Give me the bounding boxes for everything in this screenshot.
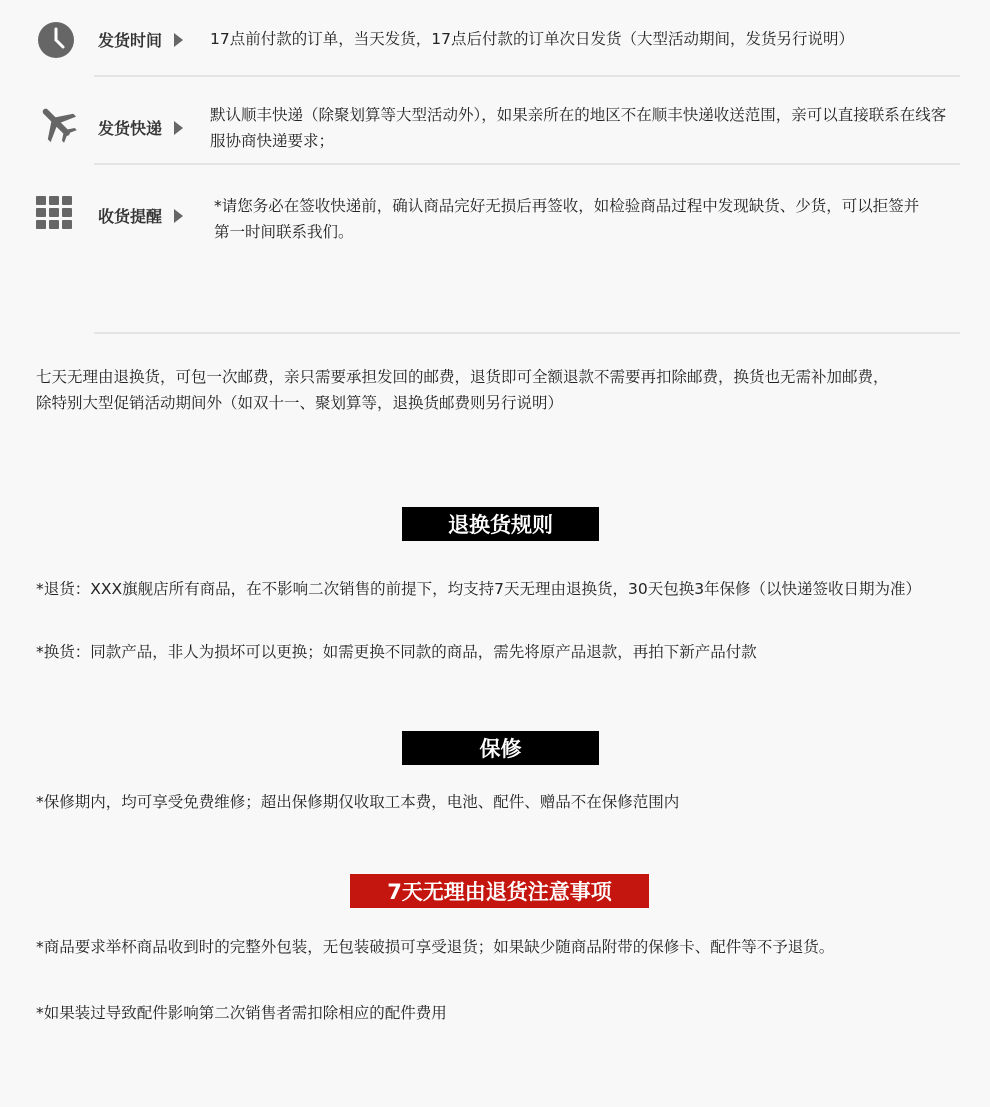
notice-item-1: *商品要求举杯商品收到时的完整外包装，无包装破损可享受退货；如果缺少随商品附带的保修卡、配件等不予退货。 bbox=[36, 938, 835, 956]
seven-day-policy-line2: 除特别大型促销活动期间外（如双十一、聚划算等，退换货邮费则另行说明） bbox=[36, 394, 564, 412]
notice-item-2: *如果装过导致配件影响第二次销售者需扣除相应的配件费用 bbox=[36, 1004, 447, 1022]
warranty-text: *保修期内，均可享受免费维修；超出保修期仅收取工本费，电池、配件、赠品不在保修范围内 bbox=[36, 793, 680, 811]
clock-icon bbox=[36, 20, 76, 64]
divider bbox=[94, 163, 960, 165]
receipt-text: *请您务必在签收快递前，确认商品完好无损后再签收，如检验商品过程中发现缺货、少货，可以拒签并第一时间联系我们。 bbox=[214, 197, 920, 241]
grid-icon bbox=[36, 196, 74, 234]
courier-text: 默认顺丰快递（除聚划算等大型活动外），如果亲所在的地区不在顺丰快递收送范围，亲可以直接联系在线客服协商快递要求； bbox=[210, 106, 947, 150]
return-rules-heading: 退换货规则 bbox=[402, 507, 599, 541]
divider bbox=[94, 332, 960, 334]
caret-right-icon bbox=[174, 121, 183, 135]
seven-day-notice-heading: 7天无理由退货注意事项 bbox=[350, 874, 649, 908]
shipping-time-label: 发货时间 bbox=[98, 28, 183, 51]
divider bbox=[94, 75, 960, 77]
airplane-icon bbox=[36, 102, 78, 148]
seven-day-policy-line1: 七天无理由退换货，可包一次邮费，亲只需要承担发回的邮费，退货即可全额退款不需要再扣除邮费，换货也无需补加邮费， bbox=[36, 368, 889, 386]
warranty-heading: 保修 bbox=[402, 731, 599, 765]
shipping-time-text: 17点前付款的订单，当天发货，17点后付款的订单次日发货（大型活动期间，发货另行说明） bbox=[210, 30, 854, 48]
courier-label: 发货快递 bbox=[98, 116, 183, 139]
exchange-rule-text: *换货：同款产品，非人为损坏可以更换；如需更换不同款的商品，需先将原产品退款，再拍下新产品付款 bbox=[36, 643, 757, 661]
caret-right-icon bbox=[174, 209, 183, 223]
caret-right-icon bbox=[174, 33, 183, 47]
return-rule-text: *退货：XXX旗舰店所有商品，在不影响二次销售的前提下，均支持7天无理由退换货，30天包换3年保修（以快递签收日期为准） bbox=[36, 580, 922, 598]
receipt-label: 收货提醒 bbox=[98, 204, 183, 227]
